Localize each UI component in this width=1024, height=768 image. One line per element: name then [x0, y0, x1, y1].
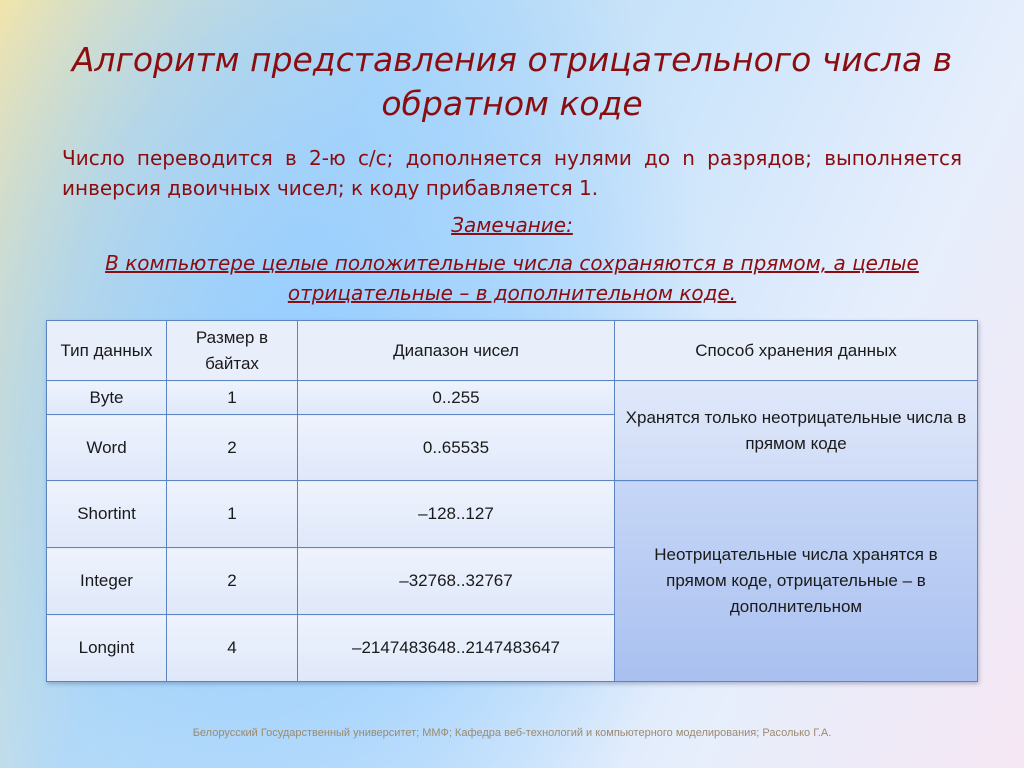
cell-range: –32768..32767	[298, 548, 615, 615]
table-header-row	[47, 321, 978, 381]
header-storage: Способ хранения данных	[615, 321, 978, 381]
cell-type: Shortint	[47, 481, 167, 548]
table-row	[47, 381, 978, 415]
footer-credits: Белорусский Государственный университет; ММФ; Кафедра веб-технологий и компьютерного моделирования; Расолько Г.А.	[192, 727, 832, 739]
cell-size: 1	[167, 481, 298, 548]
note-text: В компьютере целые положительные числа сохраняются в прямом, а целые отрицательные – в дополнительном коде.	[105, 251, 919, 305]
cell-type: Byte	[47, 381, 167, 415]
cell-size: 1	[167, 381, 298, 415]
header-size: Размер в байтах	[167, 321, 298, 381]
cell-type: Integer	[47, 548, 167, 615]
cell-size: 2	[167, 548, 298, 615]
data-types-table	[46, 320, 978, 682]
cell-range: 0..65535	[298, 415, 615, 481]
cell-type: Word	[47, 415, 167, 481]
cell-range: –128..127	[298, 481, 615, 548]
algorithm-paragraph: Число переводится в 2-ю с/с; дополняется нулями до n разрядов; выполняется инверсия двоичных чисел; к коду прибавляется 1.	[62, 146, 962, 200]
note-label: Замечание:	[451, 213, 573, 237]
cell-range: –2147483648..2147483647	[298, 615, 615, 682]
table-row	[47, 481, 978, 548]
cell-size: 4	[167, 615, 298, 682]
cell-storage-signed: Неотрицательные числа хранятся в прямом коде, отрицательные – в дополнительном	[615, 481, 978, 682]
cell-type: Longint	[47, 615, 167, 682]
cell-size: 2	[167, 415, 298, 481]
header-range: Диапазон чисел	[298, 321, 615, 381]
cell-range: 0..255	[298, 381, 615, 415]
header-type: Тип данных	[47, 321, 167, 381]
cell-storage-unsigned: Хранятся только неотрицательные числа в прямом коде	[615, 381, 978, 481]
slide-title: Алгоритм представления отрицательного числа в обратном коде	[71, 40, 953, 123]
